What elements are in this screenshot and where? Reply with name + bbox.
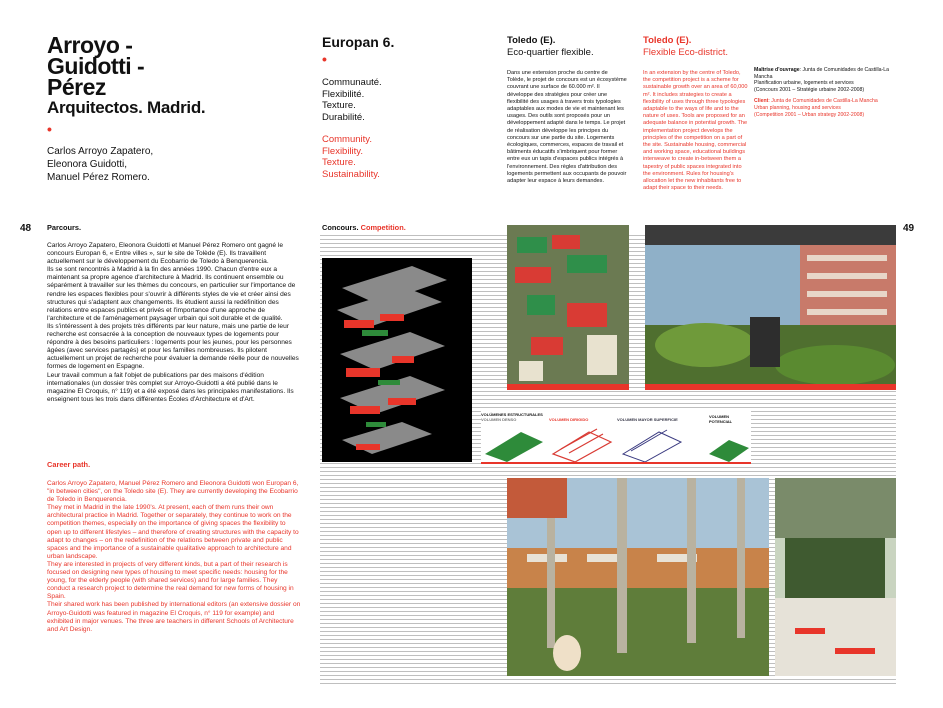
isometric-plans-image [322,258,472,462]
courtyard-render [645,225,896,389]
person-1: Carlos Arroyo Zapatero, [47,146,154,157]
term-fr-3: Texture. [322,100,356,111]
term-fr-2: Flexibilité. [322,88,365,100]
volumes-label-3: VOLUMEN MAYOR SUPERFICIE [617,417,678,422]
volumes-header: VOLÚMENES ESTRUCTURALES [481,412,543,417]
firm-line-3: Pérez [47,74,106,100]
client-en-label: Client [754,98,769,105]
concours-heading [322,223,406,232]
toledo-en-title: Toledo (E). [643,35,692,46]
firm-name [47,32,287,137]
parcours-title: Parcours. [47,223,82,232]
parcours-p3: Ils s'intéressent à des projets très différents par leur nature, mais une partie de leur recherche est consacrée à la conception de nouveaux types de logements pour répondre à des besoins particuliers : logements pour les jeunes, pour les personnes âgées (avec services partagés) et pour les familles nombreuses. Ils pilotent actuellement un projet de recherche pour évaluer la demande réelle pour de nouvelles formes de logement en Espagne. [47,322,299,371]
firm-line-2: Guidotti - [47,53,145,79]
person-3: Manuel Pérez Romero. [47,172,150,183]
volumes-label-4: VOLUMEN POTENCIAL [709,414,733,424]
volumes-red-rule [481,462,751,464]
career-p1: Carlos Arroyo Zapatero, Manuel Pérez Romero and Eleonora Guidotti won Europan 6, "in between cities", on the Toledo site (E). They are currently developing the Ecobarrio de Toledo in Benquerencia. [47,480,299,504]
career-p4: Their shared work has been published by international editors (an extensive dossier on Arroyo-Guidotti was featured in magazine El Croquis, n° 119 for example) and exhibited in major venues. The three are teachers in different Schools of Architecture and Art Design. [47,601,301,633]
career-p3: They are interested in projects of very different kinds, but a part of their research is focused on designing new types of housing to meet specific needs: housing for the young, for the elderly people (with shared services) and for large families. They conduct a research project to determine the real demand for new forms of housing in Spain. [47,560,294,601]
toledo-fr-heading [507,35,627,59]
europan-dot: • [322,51,327,67]
term-en-4: Sustainability. [322,168,380,180]
client-fr-label: Maîtrise d'ouvrage [754,67,800,73]
career-title: Career path. [47,460,91,469]
parcours-text [47,242,302,404]
toledo-en-subtitle: Flexible Eco-district. [643,47,728,58]
model-photo-red-bar [507,384,629,390]
person-2: Eleonora Guidotti, [47,159,128,170]
program-fr: Planification urbaine, logements et services [754,80,854,87]
europan-terms [322,77,382,180]
competition-label: Competition. [360,223,406,232]
toledo-fr-subtitle: Eco-quartier flexible. [507,47,594,58]
toledo-fr-title: Toledo (E). [507,35,556,46]
dates-en: (Competition 2001 – Urban strategy 2002-2008) [754,111,865,118]
courtyard-render-red-bar [645,384,896,390]
firm-dot: • [47,121,52,137]
people-list [47,145,153,184]
term-fr-4: Durabilité. [322,111,365,123]
term-fr-1: Communauté. [322,77,382,88]
term-en-3: Texture. [322,157,356,168]
toledo-en-heading [643,35,763,59]
career-text [47,480,302,634]
term-en-2: Flexibility. [322,145,363,157]
toledo-fr-text: Dans une extension proche du centre de Tolède, le projet de concours est un écosystème couvrant une surface de 60.000 m². Il développe des stratégies pour créer une flexibilité des usages à travers trois typologies adaptables aux modes de vie et maintenant les usages. Des outils sont proposés pour un développement adapté dans le temps. Le projet de réalisation développe les principes du concours sur une partie du site. Logements écologiques, commerces, espaces de travail et bâtiments éducatifs s'imbriquent pour former entre eux un tapis d'espaces publics intégrés à l'environnement. Des règles d'attribution des logements permettent aux occupants de pouvoir adapter leur espace à leurs demandes. [507,70,627,185]
toledo-en-text: In an extension by the centre of Toledo, the competition project is a scheme for sustainable growth over an area of 60,000 m². It includes strategies to create a flexibility of uses through three typologies adaptable to the ways of life and to the nature of uses. Tools are proposed for an adequate balance in potential growth. The implementation project develops the principles of the competition on a part of the site. Sustainable housing, commercial and working space, educational buildings interweave to create in-between them a tapestry of public spaces integrated into the environment. Rules for housing's allocation let the new inhabitants free to adapt their space to their needs. [643,70,748,192]
client-fr: : Junta de Comunidades de Castilla-La Mancha [754,67,890,80]
program-en: Urban planning, housing and services [754,104,841,111]
volumes-label-2: VOLUMEN DIRIGIDO [549,417,589,422]
term-en-1: Community. [322,134,372,145]
firm-subtitle: Arquitectos. Madrid. [47,98,206,117]
parcours-p1: Carlos Arroyo Zapatero, Eleonora Guidotti et Manuel Pérez Romero ont gagné le concours Europan 6, « Entre villes », sur le site de Tolède (E). Ils travaillent actuellement sur le développement du Ecobarrio de Toledo à Benquerencia. [47,242,284,266]
firm-line-1: Arroyo - [47,32,133,58]
forest-render [507,478,769,676]
dates-fr: (Concours 2001 – Stratégie urbaine 2002-2008) [754,86,865,93]
street-render [775,478,896,676]
page-number-left: 48 [20,223,32,234]
parcours-p2: Ils se sont rencontrés à Madrid à la fin des années 1990. Chacun d'entre eux a maintenant sa propre agence d'architecture à Madrid. Ils continuent ensemble ou séparément à travailler sur les thèmes du concours, en particulier sur l'importance de rendre les espaces flexibles pour s'ouvrir à différents styles de vie et créer ainsi des structures qui s'adaptent aux changements. Ils étudient aussi la redéfinition des relations entre espaces publics et privés et l'importance d'une approche de l'architecture et de l'aménagement paysager urbain qui soit durable et de qualité. [47,266,296,322]
credits [754,67,904,118]
career-p2: They met in Madrid in the late 1990's. At present, each of them runs their own architectural practice in Madrid. Together or separately, they continue to work on the competition themes, especially on the importance of giving spaces the flexibility to open up to different lifestyles – and therefore of creating structures with the capacity to adapt to changes – on the redefinition of the relations between private and public spaces and the importance of a sustainable qualitative approach to architecture and urban landscape. [47,504,299,560]
europan-title: Europan 6. [322,34,395,50]
client-en: : Junta de Comunidades de Castilla-La Mancha [768,98,878,105]
concours-label: Concours. [322,223,359,232]
volumes-sub: VOLUMEN DENSO [481,417,517,422]
page-number-right: 49 [903,223,915,234]
parcours-p4: Leur travail commun a fait l'objet de publications par des maisons d'édition internationales (un dossier très complet sur Arroyo-Guidotti a été publié dans le magazine El Croquis, n° 119) et a été exposé dans les principales manifestations. Ils enseignent tous les trois dans différentes Écoles d'Architecture et d'Art. [47,371,294,403]
model-photo [507,225,629,389]
volumes-diagram [481,410,751,462]
